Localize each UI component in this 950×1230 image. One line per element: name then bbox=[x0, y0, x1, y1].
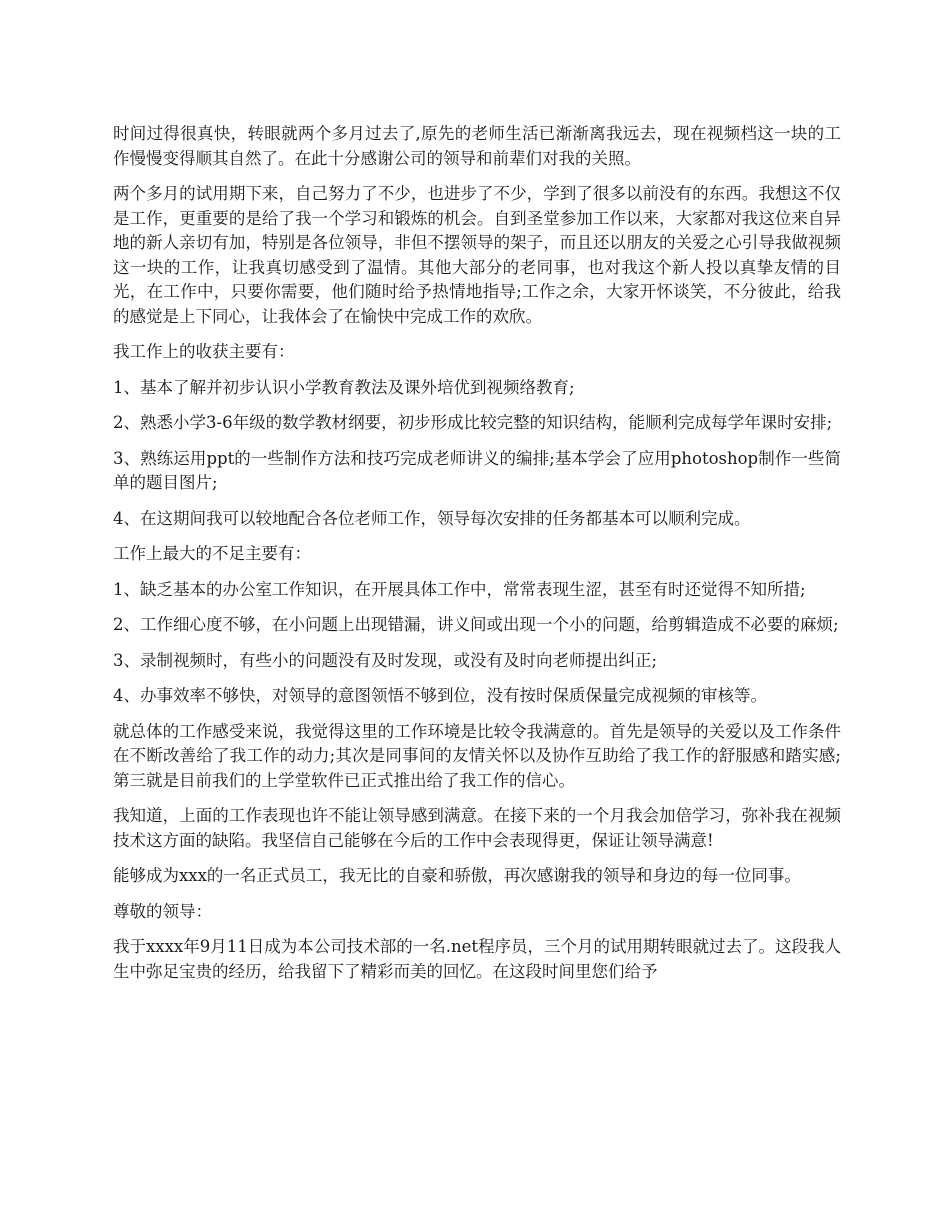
paragraph-9: 1、缺乏基本的办公室工作知识，在开展具体工作中，常常表现生涩，甚至有时还觉得不知所措; bbox=[113, 579, 806, 599]
paragraph-3: 我工作上的收获主要有： bbox=[113, 342, 295, 361]
paragraph-14: 我知道，上面的工作表现也许不能让领导感到满意。在接下来的一个月我会加倍学习，弥补我在视频技术这方面的缺陷。我坚信自己能够在今后的工作中会表现得更，保证让领导满意! bbox=[113, 806, 841, 850]
paragraph-15: 能够成为xxx的一名正式员工，我无比的自豪和骄傲，再次感谢我的领导和身边的每一位同事。 bbox=[113, 866, 801, 885]
paragraph-6: 3、熟练运用ppt的一些制作方法和技巧完成老师讲义的编排;基本学会了应用photoshop制作一些简单的题目图片; bbox=[113, 448, 841, 492]
paragraph-2: 两个多月的试用期下来，自己努力了不少，也进步了不少，学到了很多以前没有的东西。我想这不仅是工作，更重要的是给了我一个学习和锻炼的机会。自到圣堂参加工作以来，大家都对我这位来自异地的新人亲切有加，特别是各位领导，非但不摆领导的架子，而且还以朋友的关爱之心引导我做视频这一块的工作，让我真切感受到了温情。其他大部分的老同事，也对我这个新人投以真挚友情的目光，在工作中，只要你需要，他们随时给予热情地指导;工作之余，大家开怀谈笑，不分彼此，给我的感觉是上下同心，让我体会了在愉快中完成工作的欢欣。 bbox=[113, 184, 841, 326]
paragraph-1: 时间过得很真快，转眼就两个多月过去了,原先的老师生活已渐渐离我远去，现在视频档这一块的工作慢慢变得顺其自然了。在此十分感谢公司的领导和前辈们对我的关照。 bbox=[113, 124, 841, 168]
paragraph-10: 2、工作细心度不够，在小问题上出现错漏，讲义间或出现一个小的问题，给剪辑造成不必要的麻烦; bbox=[113, 615, 839, 634]
paragraph-5: 2、熟悉小学3-6年级的数学教材纲要，初步形成比较完整的知识结构，能顺利完成每学年课时安排; bbox=[113, 413, 833, 432]
paragraph-11: 3、录制视频时，有些小的问题没有及时发现，或没有及时向老师提出纠正; bbox=[113, 650, 658, 670]
paragraph-17: 我于xxxx年9月11日成为本公司技术部的一名.net程序员，三个月的试用期转眼就过去了。这段我人生中弥足宝贵的经历，给我留下了精彩而美的回忆。在这段时间里您们给予 bbox=[113, 937, 841, 981]
paragraph-13: 就总体的工作感受来说，我觉得这里的工作环境是比较令我满意的。首先是领导的关爱以及工作条件在不断改善给了我工作的动力;其次是同事间的友情关怀以及协作互助给了我工作的舒服感和踏实感;第三就是目前我们的上学堂软件已正式推出给了我工作的信心。 bbox=[113, 721, 841, 790]
paragraph-4: 1、基本了解并初步认识小学教育教法及课外培优到视频络教育; bbox=[113, 377, 575, 397]
paragraph-8: 工作上最大的不足主要有： bbox=[113, 544, 311, 563]
document-body bbox=[113, 122, 841, 995]
paragraph-7: 4、在这期间我可以较地配合各位老师工作，领导每次安排的任务都基本可以顺利完成。 bbox=[113, 508, 751, 528]
paragraph-16: 尊敬的领导： bbox=[113, 901, 212, 921]
paragraph-12: 4、办事效率不够快，对领导的意图领悟不够到位，没有按时保质保量完成视频的审核等。 bbox=[113, 686, 767, 705]
